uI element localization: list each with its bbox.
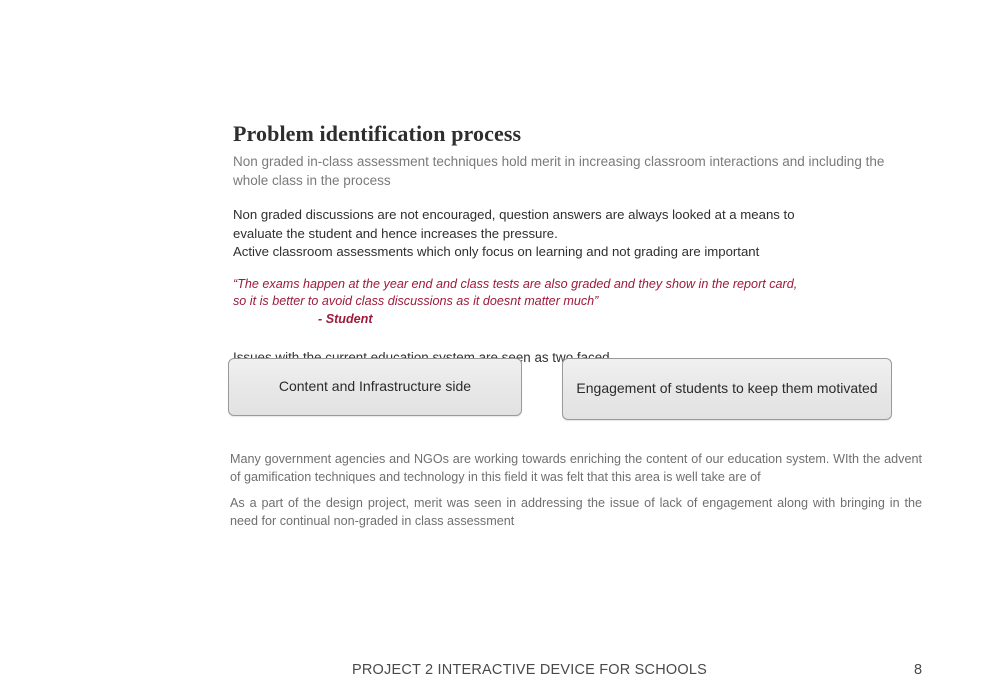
box-content-infrastructure[interactable] (228, 358, 522, 416)
box-engagement[interactable] (562, 358, 892, 420)
slide-subtitle: Non graded in-class assessment techniques hold merit in increasing classroom interactions and including the whole class in the process (233, 153, 885, 188)
box-label: Content and Infrastructure side (278, 378, 472, 395)
lead-statement: as two (534, 350, 574, 366)
page-title: Problem identification process (233, 121, 522, 146)
body-line: Non graded discussions are not encouraged, question answers are always looked at a means to (233, 206, 795, 222)
quote-attribution: - Student (318, 312, 373, 327)
footer-page-number: 8 (914, 662, 923, 678)
quote-line: so it is better to avoid class discussions as it doesnt matter much” (233, 294, 599, 309)
body-line: evaluate the student and hence increases the pressure. (233, 225, 558, 241)
box-label: Engagement of students to keep them motivated (576, 380, 878, 397)
paragraph-engagement-side: As a part of the design project, merit was seen in addressing the issue of lack of engagement along with bringing in the need for continual non-graded in class assessment (230, 495, 922, 528)
quote-line: “The exams happen at the year end and class tests are also graded and they show in the report card, (233, 277, 798, 292)
slide-footer (0, 662, 1000, 686)
slide-content (233, 120, 923, 365)
footer-title: PROJECT 2 INTERACTIVE DEVICE FOR SCHOOLS (352, 662, 707, 678)
body-text-block (233, 206, 923, 262)
body-line: Active classroom assessments which only focus on learning and not grading are important (233, 244, 760, 260)
two-faced-boxes (228, 358, 892, 420)
paragraph-content-side: Many government agencies and NGOs are working towards enriching the content of our education system. WIth the advent of gamification techniques and technology in this field it was felt that this area is well take are of (230, 451, 922, 484)
student-quote (233, 276, 923, 328)
